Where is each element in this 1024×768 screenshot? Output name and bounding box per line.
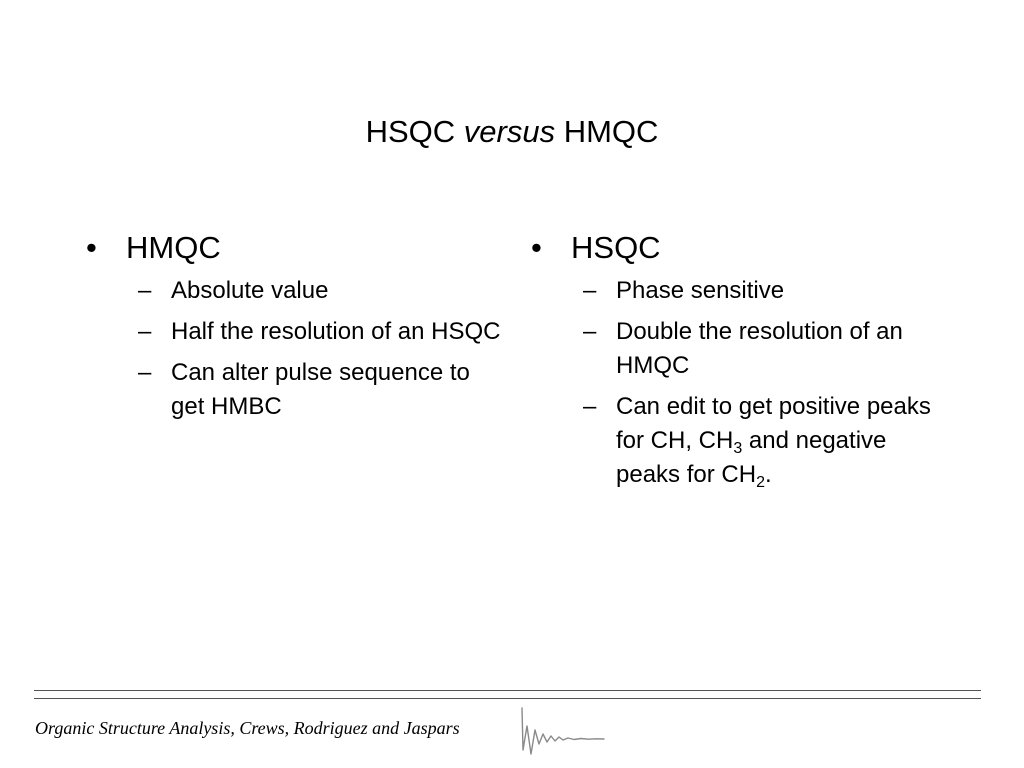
sub-item-text: Phase sensitive (616, 277, 785, 304)
sub-item-text: Double the resolution of an HMQC (616, 318, 903, 379)
dash: – (138, 359, 152, 386)
footer-divider-bottom (34, 698, 981, 699)
footer-divider-top (34, 690, 981, 691)
sub-item-text: Can alter pulse sequence to get HMBC (171, 359, 470, 420)
sub-item (138, 356, 506, 424)
bullet-heading: HSQC (571, 230, 661, 265)
dash: – (138, 277, 152, 304)
title-suffix: HMQC (555, 114, 659, 149)
slide-title (0, 112, 1024, 152)
hmqc-sublist (86, 274, 506, 424)
right-column (531, 229, 951, 499)
title-prefix: HSQC (365, 114, 464, 149)
bullet-heading: HMQC (126, 230, 221, 265)
sub-item (138, 274, 506, 308)
subscript-3: 3 (733, 440, 743, 457)
dash: – (583, 277, 597, 304)
footer-credit: Organic Structure Analysis, Crews, Rodriguez and Jaspars (35, 718, 460, 738)
sub-item-text-part2: and negative peaks for CH (616, 427, 887, 488)
dash: – (583, 393, 597, 420)
sub-item (583, 274, 951, 308)
sub-item (138, 315, 506, 349)
sub-item (583, 390, 951, 492)
hsqc-sublist (531, 274, 951, 492)
bullet-dot: • (86, 230, 97, 265)
title-italic: versus (463, 114, 556, 149)
sub-item-text-part1: Can edit to get positive peaks for CH, CH (616, 393, 931, 454)
sub-item-text: Absolute value (171, 277, 329, 304)
sub-item-text-part3: . (764, 461, 772, 488)
bullet-dot: • (531, 230, 542, 265)
subscript-2: 2 (756, 474, 765, 491)
left-column (86, 229, 506, 431)
bullet-hsqc (531, 229, 951, 267)
dash: – (583, 318, 597, 345)
fid-waveform-icon (518, 700, 608, 762)
dash: – (138, 318, 152, 345)
sub-item-text: Half the resolution of an HSQC (171, 318, 501, 345)
bullet-hmqc (86, 229, 506, 267)
sub-item (583, 315, 951, 383)
